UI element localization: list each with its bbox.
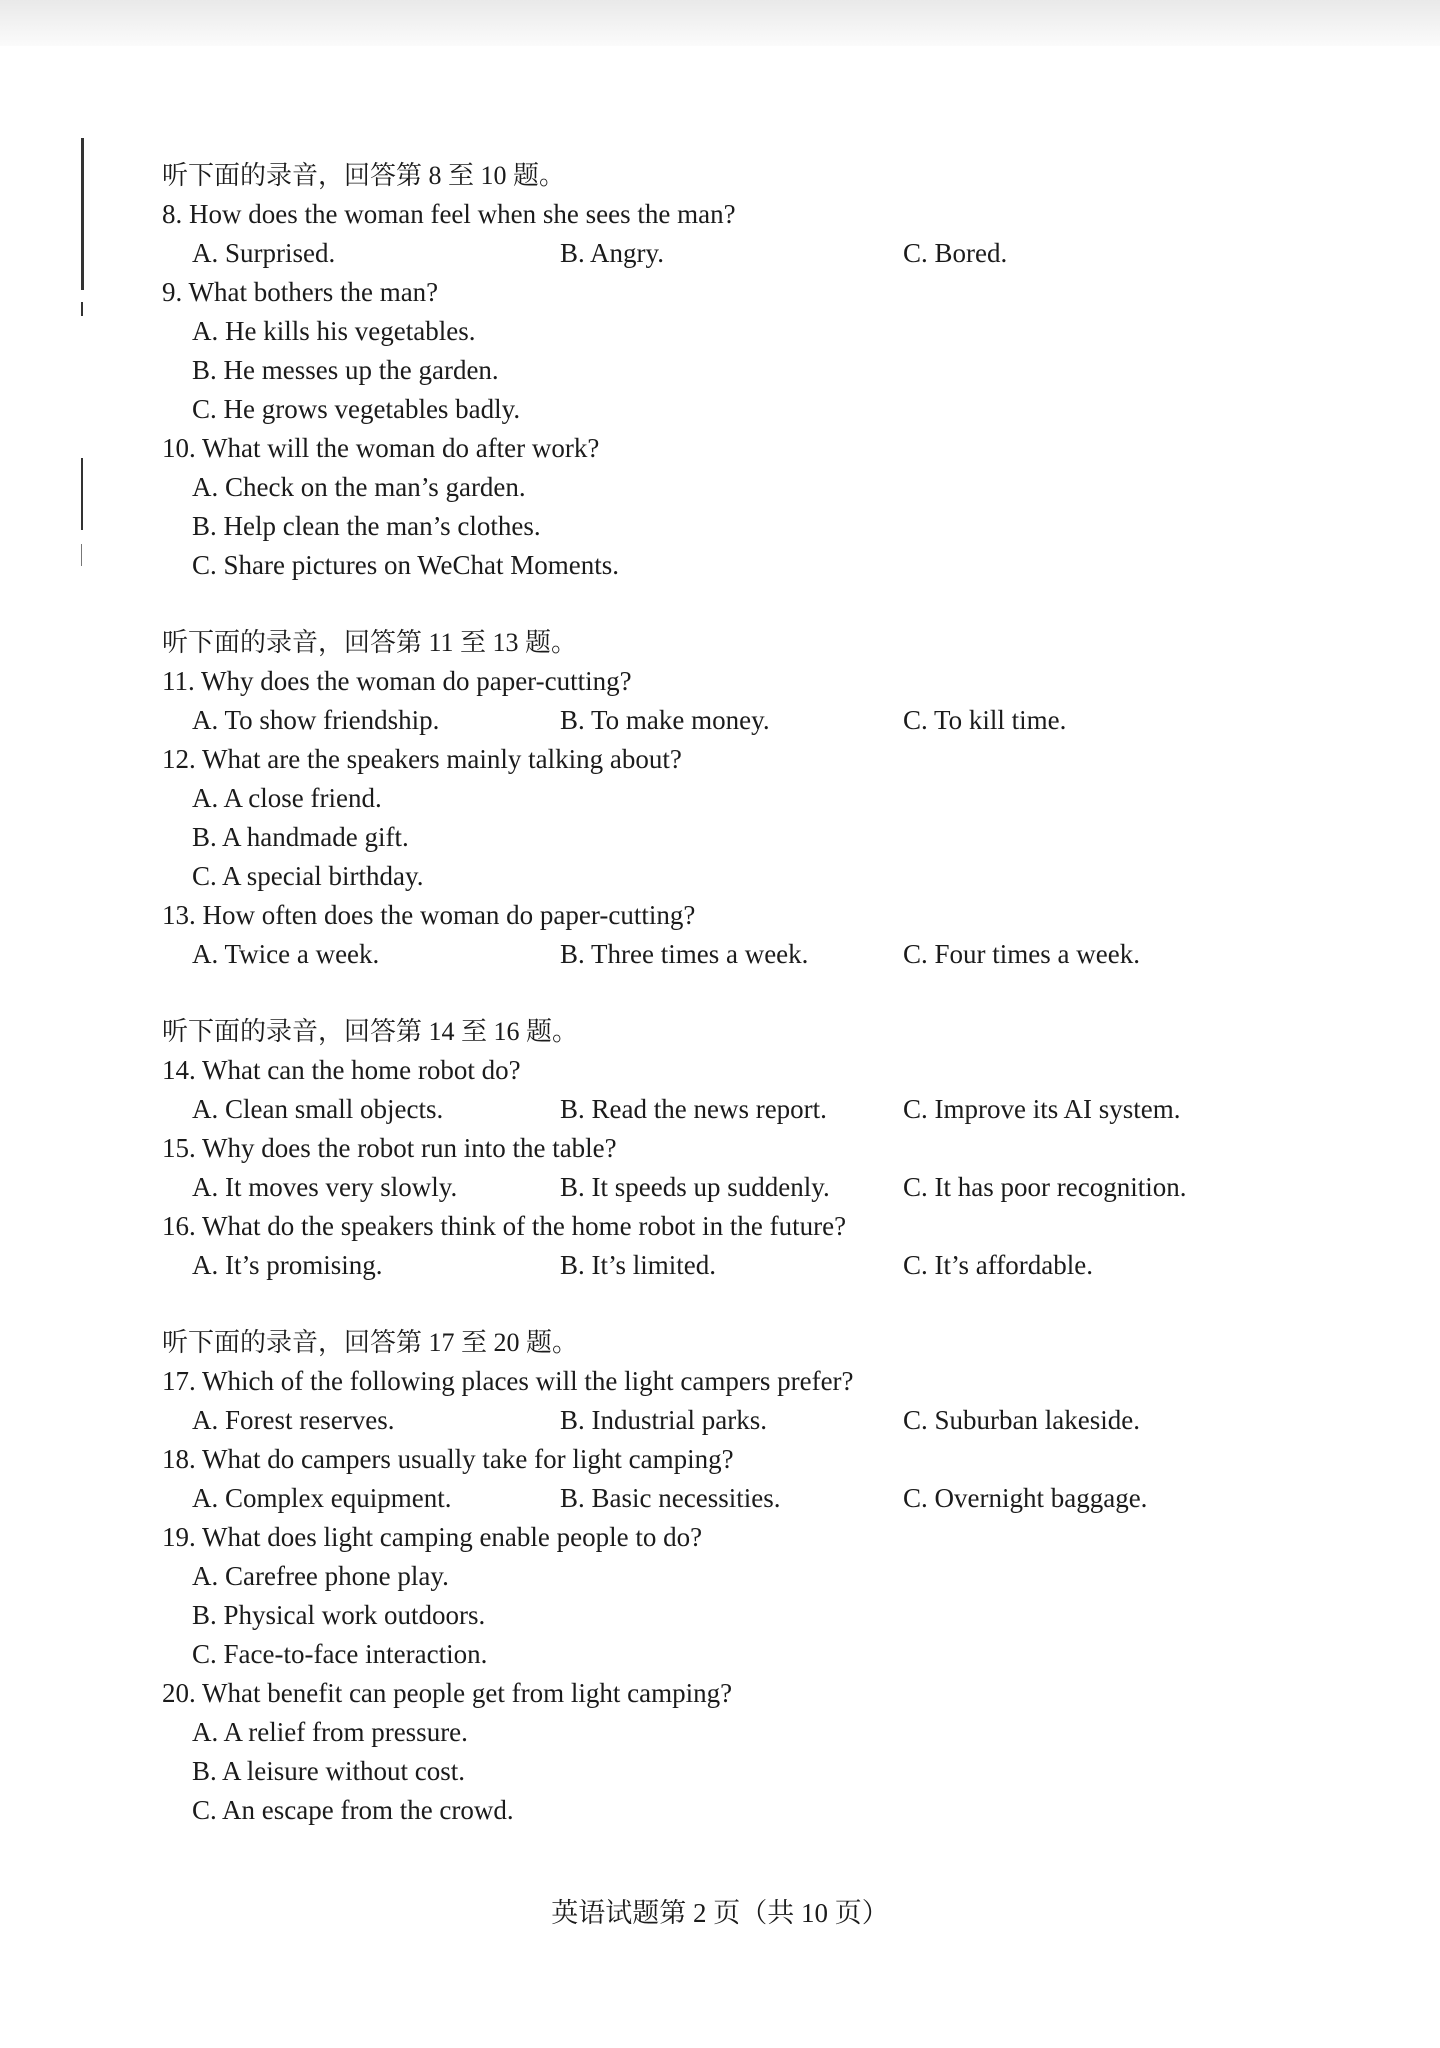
answer-option: A. It’s promising. [192, 1250, 383, 1280]
options-row [162, 1168, 1302, 1207]
answer-option: B. A handmade gift. [192, 822, 409, 852]
question-stem: 20. What benefit can people get from light camping? [162, 1678, 733, 1708]
section-heading: 听下面的录音，回答第 11 至 13 题。 [162, 628, 578, 657]
answer-option: C. Improve its AI system. [903, 1094, 1181, 1124]
answer-option: A. Clean small objects. [192, 1094, 444, 1124]
question-stem: 14. What can the home robot do? [162, 1055, 521, 1085]
question [162, 429, 1302, 585]
question [162, 1051, 1302, 1129]
options-row [162, 1246, 1302, 1285]
section-heading: 听下面的录音，回答第 14 至 16 题。 [162, 1017, 579, 1046]
answer-option: A. It moves very slowly. [192, 1172, 458, 1202]
question-stem: 15. Why does the robot run into the table? [162, 1133, 617, 1163]
question [162, 1518, 1302, 1674]
margin-binding-line [81, 302, 83, 316]
margin-binding-line [81, 544, 82, 566]
question [162, 1129, 1302, 1207]
options-row [162, 1401, 1302, 1440]
question [162, 1440, 1302, 1518]
options-row [162, 234, 1302, 273]
answer-option: A. A close friend. [192, 783, 382, 813]
answer-option: C. Suburban lakeside. [903, 1405, 1140, 1435]
questions-area [162, 156, 1302, 1830]
question-stem: 12. What are the speakers mainly talking about? [162, 744, 682, 774]
answer-option: A. Twice a week. [192, 939, 380, 969]
question-stem: 11. Why does the woman do paper-cutting? [162, 666, 632, 696]
answer-option: B. Angry. [560, 238, 665, 268]
answer-option: A. He kills his vegetables. [192, 316, 476, 346]
page-footer: 英语试题第 2 页（共 10 页） [551, 1898, 889, 1928]
answer-option: B. Read the news report. [560, 1094, 827, 1124]
answer-option: C. Share pictures on WeChat Moments. [192, 550, 620, 580]
answer-option: C. It’s affordable. [903, 1250, 1093, 1280]
answer-option: B. It’s limited. [560, 1250, 717, 1280]
answer-option: B. It speeds up suddenly. [560, 1172, 830, 1202]
question [162, 1362, 1302, 1440]
question-section [162, 156, 1302, 585]
options-row [162, 935, 1302, 974]
question [162, 896, 1302, 974]
question [162, 273, 1302, 429]
answer-option: C. A special birthday. [192, 861, 424, 891]
margin-binding-line [81, 458, 83, 530]
question [162, 1674, 1302, 1830]
scan-top-band [0, 0, 1440, 46]
question-stem: 9. What bothers the man? [162, 277, 439, 307]
options-row [162, 701, 1302, 740]
question-stem: 18. What do campers usually take for light camping? [162, 1444, 734, 1474]
answer-option: B. Help clean the man’s clothes. [192, 511, 541, 541]
question-section [162, 1323, 1302, 1830]
question-stem: 16. What do the speakers think of the home robot in the future? [162, 1211, 847, 1241]
question-stem: 13. How often does the woman do paper-cutting? [162, 900, 696, 930]
question-stem: 17. Which of the following places will the light campers prefer? [162, 1366, 854, 1396]
question [162, 740, 1302, 896]
answer-option: C. Bored. [903, 238, 1008, 268]
answer-option: B. He messes up the garden. [192, 355, 499, 385]
answer-option: A. Complex equipment. [192, 1483, 452, 1513]
answer-option: C. Overnight baggage. [903, 1483, 1148, 1513]
answer-option: B. A leisure without cost. [192, 1756, 465, 1786]
answer-option: B. Industrial parks. [560, 1405, 767, 1435]
section-heading: 听下面的录音，回答第 8 至 10 题。 [162, 161, 566, 190]
answer-option: B. Physical work outdoors. [192, 1600, 486, 1630]
answer-option: C. He grows vegetables badly. [192, 394, 521, 424]
question-section [162, 1012, 1302, 1285]
question [162, 1207, 1302, 1285]
options-row [162, 1479, 1302, 1518]
answer-option: B. Three times a week. [560, 939, 809, 969]
answer-option: A. Forest reserves. [192, 1405, 395, 1435]
answer-option: C. Four times a week. [903, 939, 1140, 969]
answer-option: A. Surprised. [192, 238, 336, 268]
question-stem: 10. What will the woman do after work? [162, 433, 600, 463]
margin-binding-line [81, 138, 84, 290]
answer-option: A. Carefree phone play. [192, 1561, 449, 1591]
question-stem: 19. What does light camping enable people to do? [162, 1522, 703, 1552]
options-row [162, 1090, 1302, 1129]
answer-option: B. Basic necessities. [560, 1483, 781, 1513]
question [162, 662, 1302, 740]
answer-option: C. It has poor recognition. [903, 1172, 1187, 1202]
answer-option: C. To kill time. [903, 705, 1067, 735]
answer-option: A. A relief from pressure. [192, 1717, 468, 1747]
question-section [162, 623, 1302, 974]
answer-option: A. Check on the man’s garden. [192, 472, 526, 502]
section-heading: 听下面的录音，回答第 17 至 20 题。 [162, 1328, 579, 1357]
answer-option: C. Face-to-face interaction. [192, 1639, 488, 1669]
answer-option: B. To make money. [560, 705, 770, 735]
question [162, 195, 1302, 273]
answer-option: A. To show friendship. [192, 705, 440, 735]
answer-option: C. An escape from the crowd. [192, 1795, 514, 1825]
question-stem: 8. How does the woman feel when she sees the man? [162, 199, 736, 229]
